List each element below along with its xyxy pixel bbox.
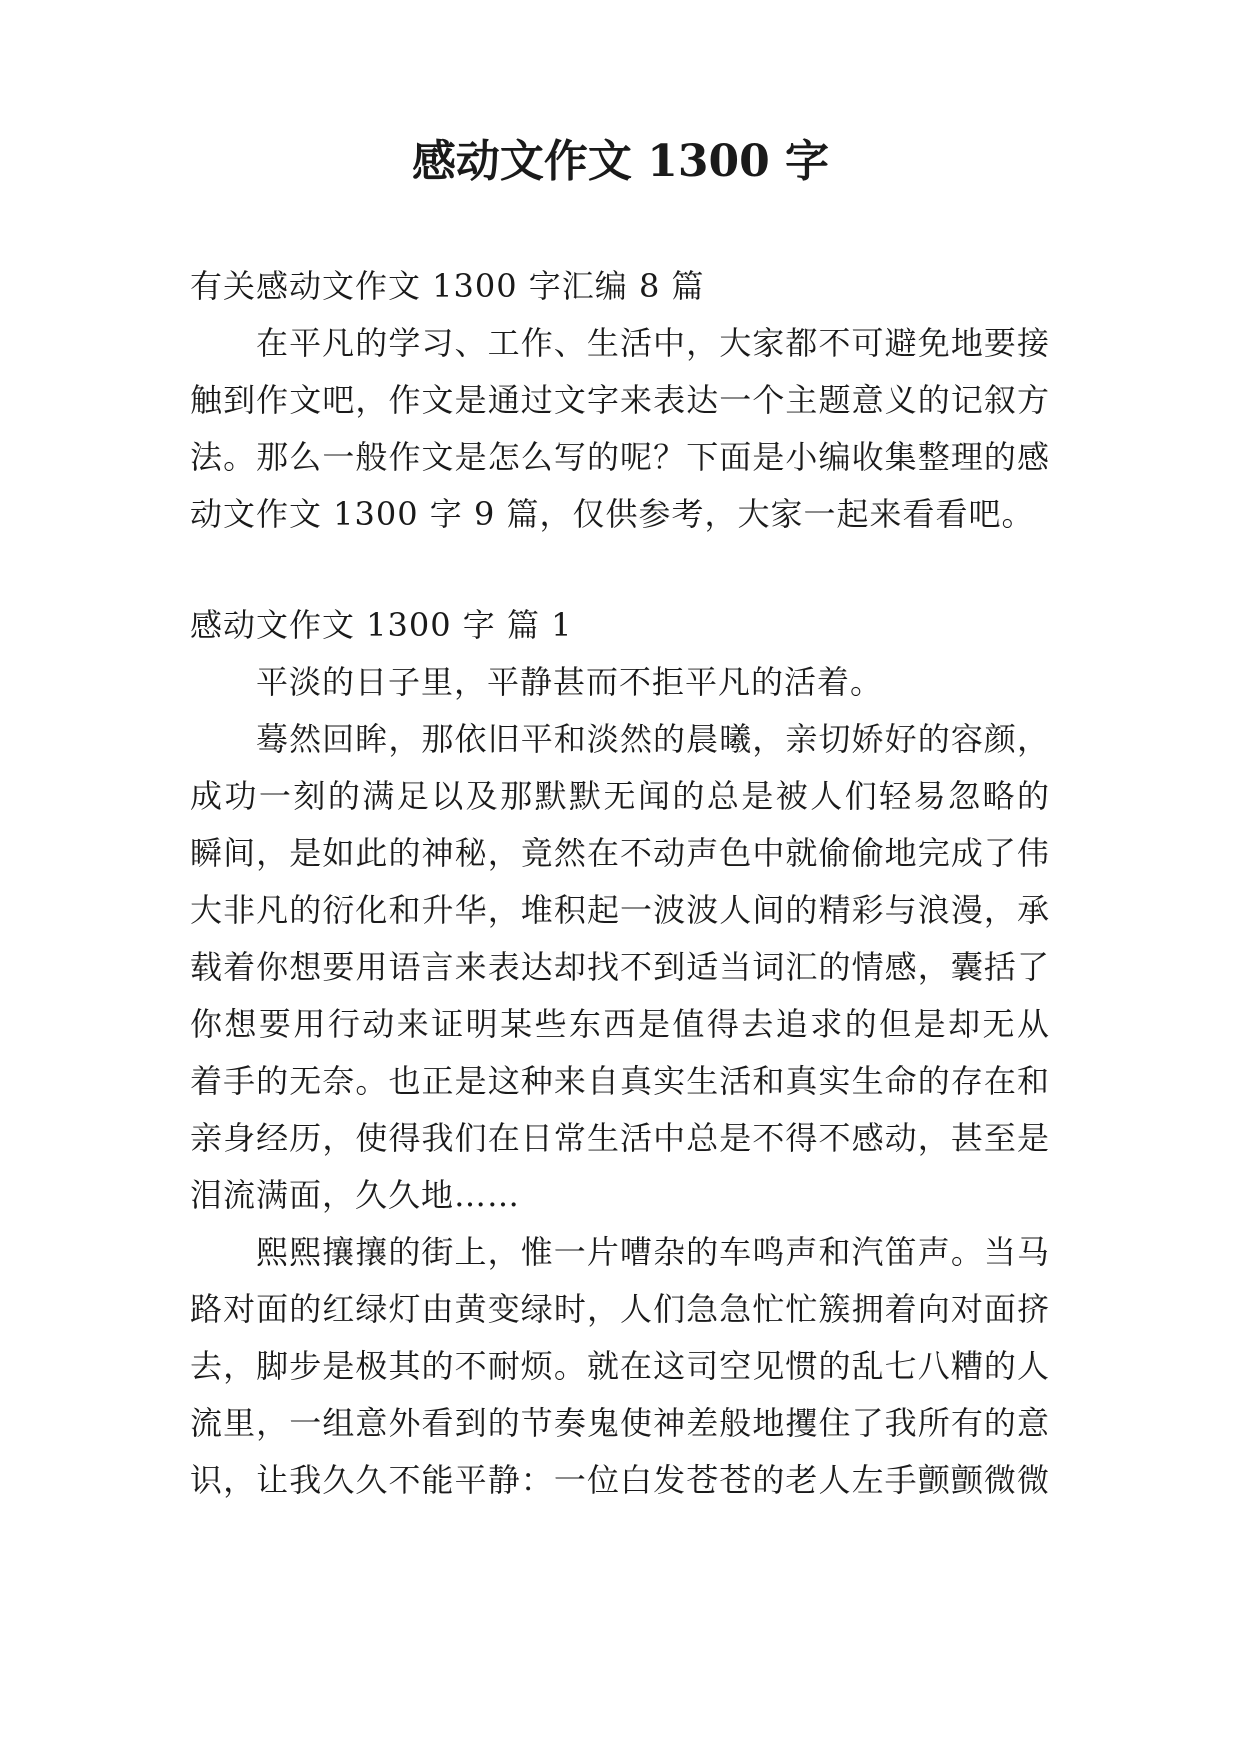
paragraph-line: 成功一刻的满足以及那默默无闻的总是被人们轻易忽略的: [190, 777, 1050, 815]
intro-line: 法。那么一般作文是怎么写的呢？下面是小编收集整理的感: [190, 438, 1050, 476]
paragraph-line: 识，让我久久不能平静：一位白发苍苍的老人左手颤颤微微: [190, 1461, 1050, 1499]
paragraph-line: 路对面的红绿灯由黄变绿时，人们急急忙忙簇拥着向对面挤: [190, 1290, 1050, 1328]
paragraph-line: 泪流满面，久久地……: [190, 1176, 521, 1214]
document-title: 感动文作文 1300 字: [411, 136, 830, 187]
paragraph-line: 熙熙攘攘的街上，惟一片嘈杂的车鸣声和汽笛声。当马: [256, 1233, 1050, 1271]
paragraph-line: 大非凡的衍化和升华，堆积起一波波人间的精彩与浪漫，承: [190, 891, 1050, 929]
intro-line: 在平凡的学习、工作、生活中，大家都不可避免地要接: [256, 324, 1050, 362]
intro-line: 触到作文吧，作文是通过文字来表达一个主题意义的记叙方: [190, 381, 1050, 419]
paragraph-line: 着手的无奈。也正是这种来自真实生活和真实生命的存在和: [190, 1062, 1050, 1100]
paragraph-line: 亲身经历，使得我们在日常生活中总是不得不感动，甚至是: [190, 1119, 1050, 1157]
section-heading: 感动文作文 1300 字 篇 1: [190, 606, 573, 644]
paragraph-line: 瞬间，是如此的神秘，竟然在不动声色中就偷偷地完成了伟: [190, 834, 1050, 872]
intro-line: 动文作文 1300 字 9 篇，仅供参考，大家一起来看看吧。: [190, 495, 1035, 533]
paragraph-line: 平淡的日子里，平静甚而不拒平凡的活着。: [256, 663, 884, 701]
paragraph-line: 载着你想要用语言来表达却找不到适当词汇的情感，囊括了: [190, 948, 1050, 986]
document-subtitle: 有关感动文作文 1300 字汇编 8 篇: [190, 267, 705, 305]
paragraph-line: 流里，一组意外看到的节奏鬼使神差般地攫住了我所有的意: [190, 1404, 1050, 1442]
paragraph-line: 你想要用行动来证明某些东西是值得去追求的但是却无从: [190, 1005, 1050, 1043]
paragraph-line: 去，脚步是极其的不耐烦。就在这司空见惯的乱七八糟的人: [190, 1347, 1050, 1385]
paragraph-line: 蓦然回眸，那依旧平和淡然的晨曦，亲切娇好的容颜，: [256, 720, 1050, 758]
